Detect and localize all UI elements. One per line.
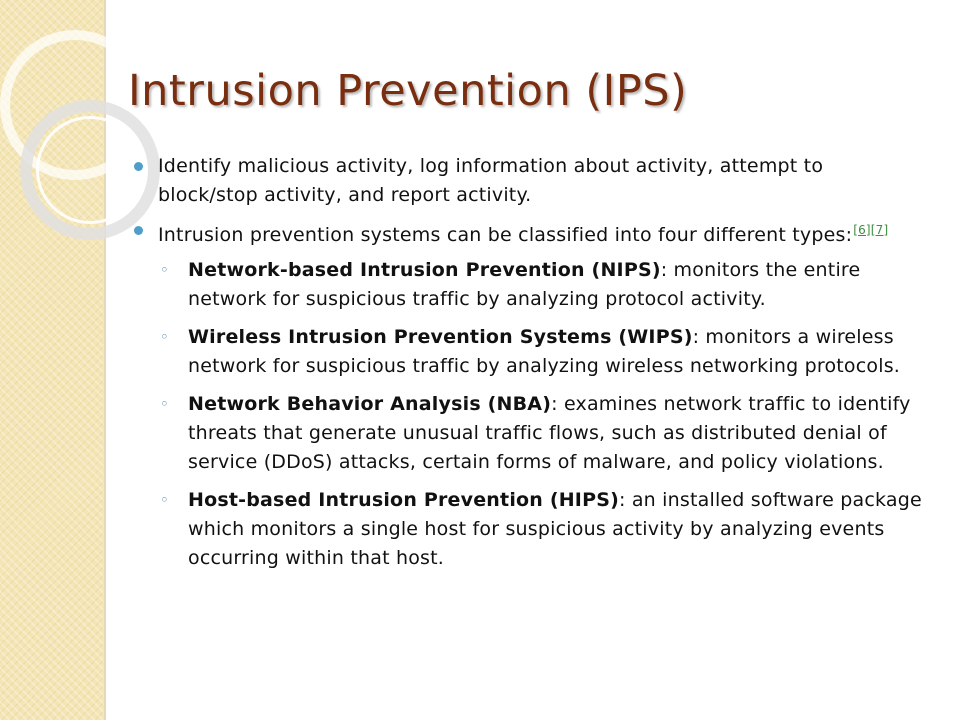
side-band-edge xyxy=(104,0,106,720)
bullet-dot-icon xyxy=(134,162,143,171)
bullet-item xyxy=(132,152,922,210)
slide-body xyxy=(132,152,922,582)
decorative-side-band xyxy=(0,0,104,720)
sub-bullet-list xyxy=(160,256,922,573)
sub-bullet-description: : monitors a wireless network for suspicious traffic by analyzing wireless networking protocols. xyxy=(188,326,901,377)
circle-bullet-icon: ◦ xyxy=(160,261,170,279)
circle-bullet-icon: ◦ xyxy=(160,395,170,413)
circle-bullet-icon: ◦ xyxy=(160,491,170,509)
bullet-item xyxy=(132,216,922,250)
reference-link[interactable]: [6][7] xyxy=(853,223,889,237)
sub-bullet-item xyxy=(160,486,922,573)
sub-bullet-term: Host-based Intrusion Prevention (HIPS) xyxy=(188,489,619,511)
bullet-text: Intrusion prevention systems can be classified into four different types: xyxy=(158,224,853,246)
sub-bullet-term: Network-based Intrusion Prevention (NIPS) xyxy=(188,259,661,281)
sub-bullet-description: : an installed software package which monitors a single host for suspicious activity by analyzing events occurring within that host. xyxy=(188,489,922,569)
sub-bullet-item xyxy=(160,390,922,477)
sub-bullet-description: : examines network traffic to identify threats that generate unusual traffic flows, such as distributed denial of service (DDoS) attacks, certain forms of malware, and policy violations. xyxy=(188,393,911,473)
sub-bullet-term: Wireless Intrusion Prevention Systems (WIPS) xyxy=(188,326,693,348)
circle-bullet-icon: ◦ xyxy=(160,328,170,346)
bullet-dot-icon xyxy=(134,226,143,235)
sub-bullet-item xyxy=(160,323,922,381)
bullet-text: Identify malicious activity, log information about activity, attempt to block/stop activity, and report activity. xyxy=(158,155,824,206)
sub-bullet-item xyxy=(160,256,922,314)
sub-bullet-description: : monitors the entire network for suspicious traffic by analyzing protocol activity. xyxy=(188,259,861,310)
slide-title: Intrusion Prevention (IPS) xyxy=(128,66,688,116)
sub-bullet-term: Network Behavior Analysis (NBA) xyxy=(188,393,552,415)
